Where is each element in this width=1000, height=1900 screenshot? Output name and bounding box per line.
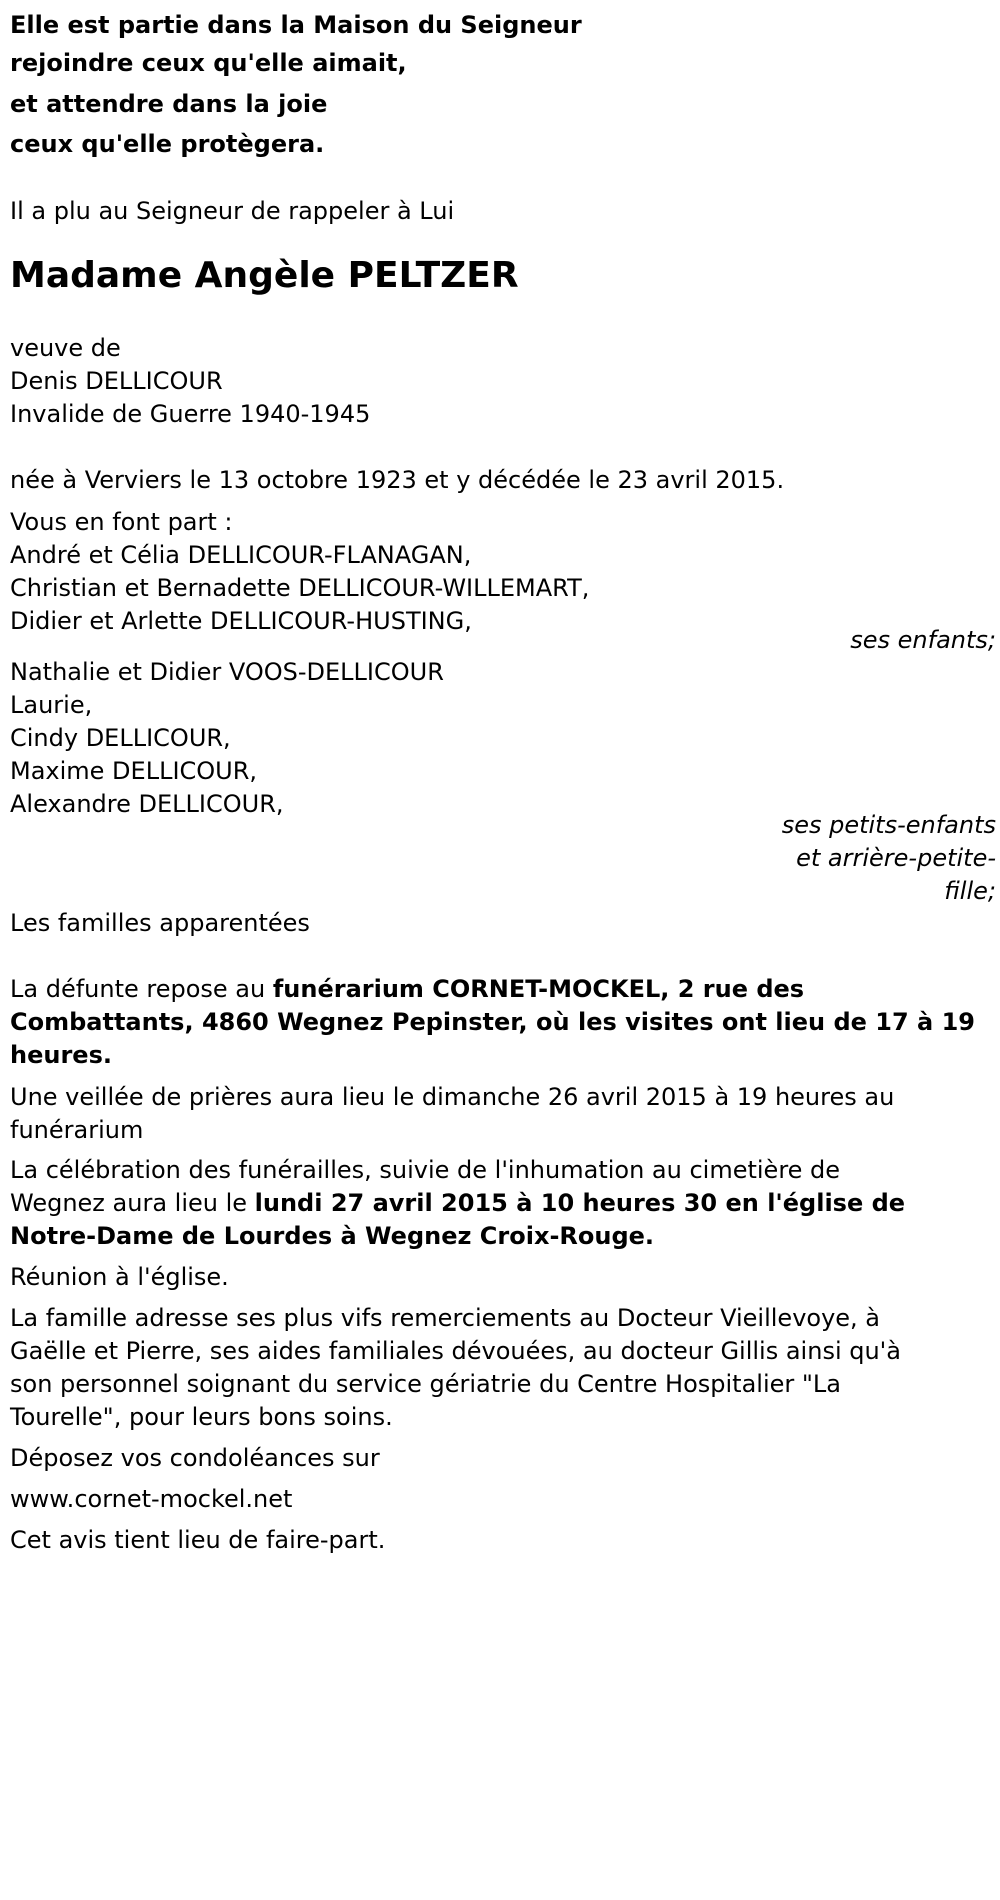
vigil-text: funérarium <box>10 1116 144 1144</box>
grandchild-line: Maxime DELLICOUR, <box>10 757 258 785</box>
spouse-line: veuve de <box>10 334 121 362</box>
intro-text: Il a plu au Seigneur de rappeler à Lui <box>10 197 455 225</box>
thanks-text: Gaëlle et Pierre, ses aides familiales dévouées, au docteur Gillis ainsi qu'à <box>10 1337 901 1365</box>
grandchildren-label: ses petits-enfants <box>781 811 996 839</box>
repose-place: funérarium CORNET-MOCKEL, 2 rue des <box>272 975 805 1003</box>
funeral-lead: Wegnez aura lieu le <box>10 1189 255 1217</box>
child-line: Didier et Arlette DELLICOUR-HUSTING, <box>10 607 472 635</box>
verse-line: et attendre dans la joie <box>10 90 328 118</box>
funeral-place: Notre-Dame de Lourdes à Wegnez Croix-Rouge. <box>10 1222 655 1250</box>
grandchild-line: Nathalie et Didier VOOS-DELLICOUR <box>10 658 444 686</box>
grandchildren-label: fille; <box>944 877 996 905</box>
child-line: Christian et Bernadette DELLICOUR-WILLEMART, <box>10 574 590 602</box>
condolences-text: Déposez vos condoléances sur <box>10 1444 380 1472</box>
spouse-line: Invalide de Guerre 1940-1945 <box>10 400 371 428</box>
spouse-line: Denis DELLICOUR <box>10 367 223 395</box>
repose-place: heures. <box>10 1041 112 1069</box>
funeral-text: La célébration des funérailles, suivie de l'inhumation au cimetière de <box>10 1156 841 1184</box>
thanks-text: Tourelle", pour leurs bons soins. <box>10 1403 393 1431</box>
families-text: Les familles apparentées <box>10 909 310 937</box>
grandchild-line: Laurie, <box>10 691 93 719</box>
child-line: André et Célia DELLICOUR-FLANAGAN, <box>10 541 472 569</box>
vigil-text: Une veillée de prières aura lieu le dimanche 26 avril 2015 à 19 heures au <box>10 1083 895 1111</box>
repose-place: Combattants, 4860 Wegnez Pepinster, où les visites ont lieu de 17 à 19 <box>10 1008 975 1036</box>
verse-line: ceux qu'elle protègera. <box>10 130 325 158</box>
grandchildren-label: et arrière-petite- <box>796 844 996 872</box>
closing-text: Cet avis tient lieu de faire-part. <box>10 1526 386 1554</box>
children-label: ses enfants; <box>850 626 996 654</box>
grandchild-line: Alexandre DELLICOUR, <box>10 790 284 818</box>
verse-line: Elle est partie dans la Maison du Seigneur <box>10 11 582 39</box>
funeral-date: lundi 27 avril 2015 à 10 heures 30 en l'église de <box>254 1189 906 1217</box>
website-link[interactable]: www.cornet-mockel.net <box>10 1485 293 1513</box>
funeral-text <box>10 1188 905 1218</box>
repose-text <box>10 974 804 1004</box>
verse-line: rejoindre ceux qu'elle aimait, <box>10 49 407 77</box>
birth-death-text: née à Verviers le 13 octobre 1923 et y décédée le 23 avril 2015. <box>10 466 785 494</box>
thanks-text: son personnel soignant du service gériatrie du Centre Hospitalier "La <box>10 1370 841 1398</box>
thanks-text: La famille adresse ses plus vifs remerciements au Docteur Vieillevoye, à <box>10 1304 881 1332</box>
meeting-text: Réunion à l'église. <box>10 1263 229 1291</box>
grandchild-line: Cindy DELLICOUR, <box>10 724 231 752</box>
announce-text: Vous en font part : <box>10 508 233 536</box>
deceased-name: Madame Angèle PELTZER <box>10 255 519 296</box>
repose-lead: La défunte repose au <box>10 975 273 1003</box>
